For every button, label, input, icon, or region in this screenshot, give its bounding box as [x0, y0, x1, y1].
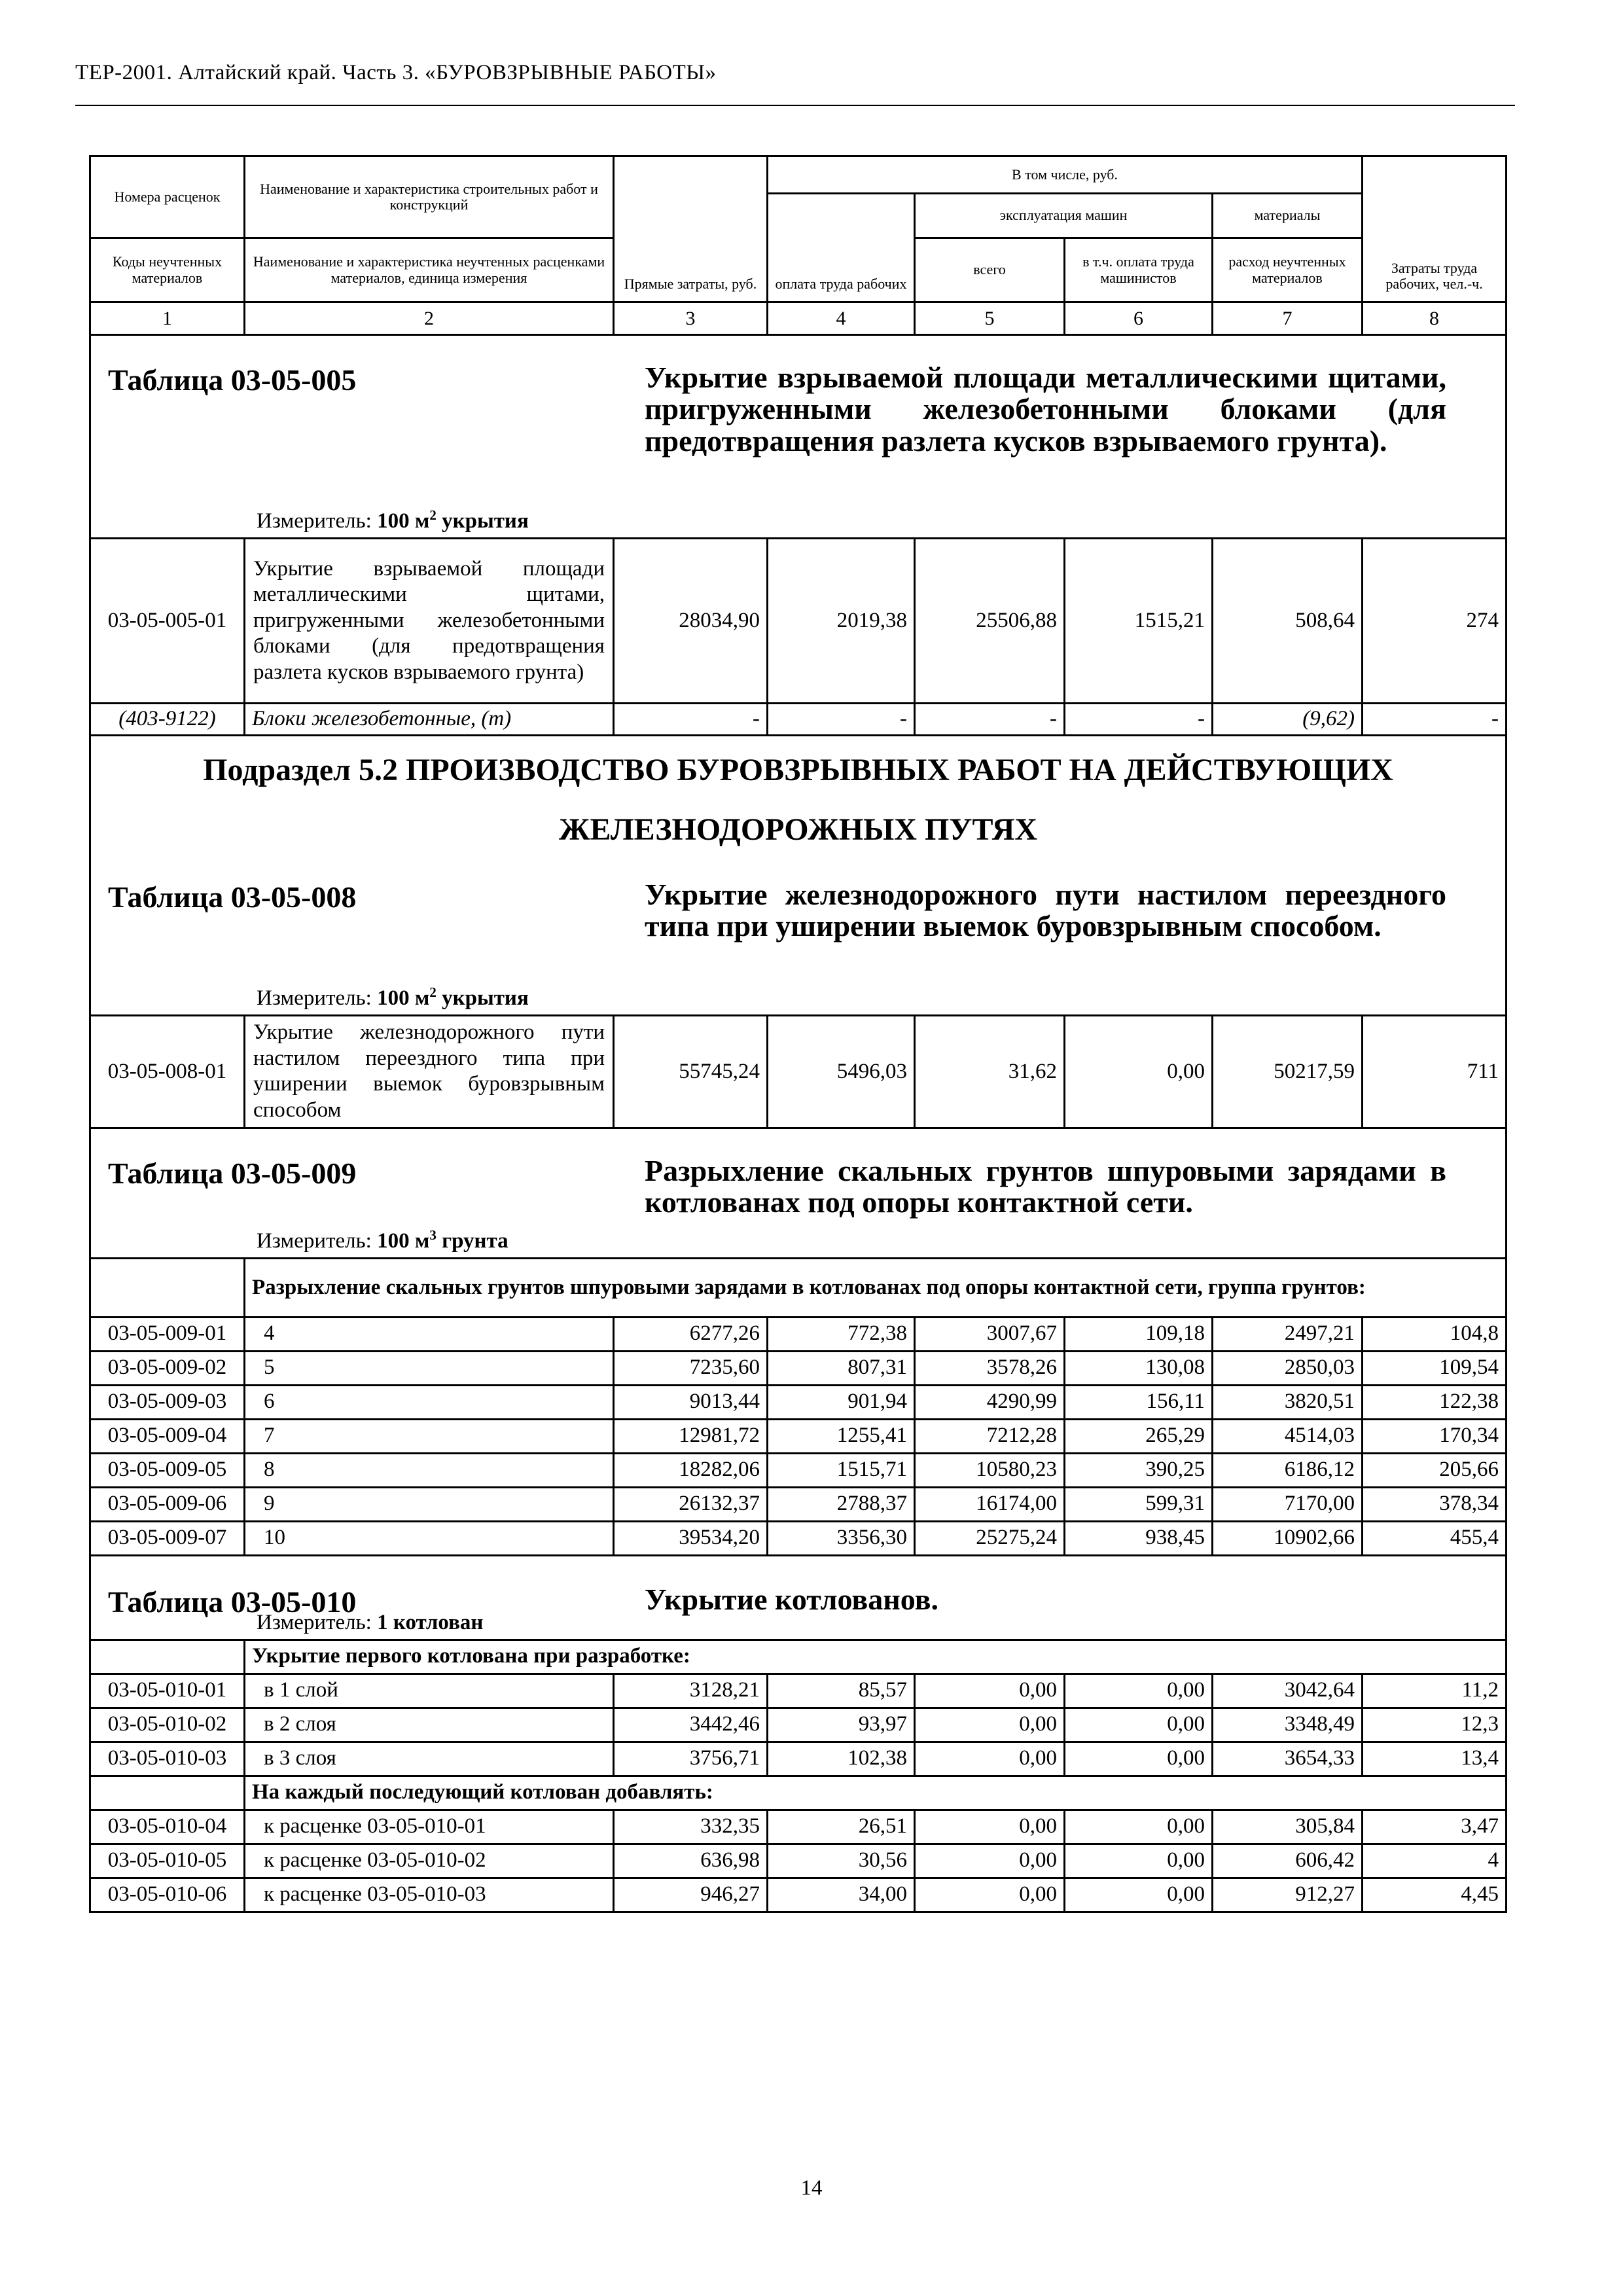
material-row — [90, 704, 1507, 736]
rate-name: 6 — [245, 1385, 614, 1419]
cell-value: 1515,71 — [768, 1453, 915, 1487]
group-row — [90, 1640, 1507, 1674]
cell-value: 85,57 — [768, 1674, 915, 1708]
cell-value: 31,62 — [915, 1015, 1065, 1128]
cell-value: 30,56 — [768, 1844, 915, 1878]
column-number: 5 — [915, 302, 1065, 335]
cell-value: 0,00 — [1065, 1742, 1213, 1776]
rate-code: 03-05-009-01 — [90, 1317, 245, 1351]
table-row — [90, 1487, 1507, 1521]
cell-value: 332,35 — [614, 1810, 768, 1844]
table-010-title-row — [90, 1555, 1507, 1606]
cell-value: 7170,00 — [1213, 1487, 1363, 1521]
column-number: 8 — [1363, 302, 1507, 335]
table-row — [90, 1742, 1507, 1776]
rate-name: в 1 слой — [245, 1674, 614, 1708]
table-010-rows-2 — [90, 1810, 1507, 1912]
cell-value: 7212,28 — [915, 1419, 1065, 1453]
table-008-measure-row — [90, 980, 1507, 1016]
rate-code: 03-05-010-06 — [90, 1878, 245, 1912]
cell-value: 2788,37 — [768, 1487, 915, 1521]
column-number: 1 — [90, 302, 245, 335]
table-005-measure-row — [90, 498, 1507, 539]
cell-value: 0,00 — [915, 1810, 1065, 1844]
cell-value: 122,38 — [1363, 1385, 1507, 1419]
cell-value: 0,00 — [1065, 1674, 1213, 1708]
rate-name: 10 — [245, 1521, 614, 1555]
cell-value: 3356,30 — [768, 1521, 915, 1555]
table-row — [90, 1317, 1507, 1351]
col-head-direct: Прямые затраты, руб. — [614, 156, 768, 302]
cell-value: - — [1363, 704, 1507, 736]
cell-value: 34,00 — [768, 1878, 915, 1912]
group-row — [90, 1776, 1507, 1810]
cell-value: 0,00 — [1065, 1708, 1213, 1742]
cell-value: 16174,00 — [915, 1487, 1065, 1521]
cell-value: 711 — [1363, 1015, 1507, 1128]
table-row — [90, 1419, 1507, 1453]
table-row — [90, 1810, 1507, 1844]
col-head-machines: эксплуатация машин — [915, 194, 1213, 238]
cell-value: 3820,51 — [1213, 1385, 1363, 1419]
rate-name: 9 — [245, 1487, 614, 1521]
subsection-row — [90, 735, 1507, 980]
col-head-labor: оплата труда рабочих — [768, 194, 915, 302]
col-head-labor-cost: Затраты труда рабочих, чел.-ч. — [1363, 156, 1507, 302]
table-010-group-1-label: Укрытие первого котлована при разработке: — [245, 1640, 1507, 1674]
rate-name: в 2 слоя — [245, 1708, 614, 1742]
cell-value: 13,4 — [1363, 1742, 1507, 1776]
running-header: ТЕР-2001. Алтайский край. Часть 3. «БУРОВЗРЫВНЫЕ РАБОТЫ» — [75, 61, 717, 84]
group-row — [90, 1258, 1507, 1317]
rate-code: 03-05-010-05 — [90, 1844, 245, 1878]
cell-value: 3007,67 — [915, 1317, 1065, 1351]
col-head-code-top: Номера расценок — [90, 156, 245, 238]
page-number: 14 — [800, 2176, 823, 2200]
cell-value: 6186,12 — [1213, 1453, 1363, 1487]
cell-value: 390,25 — [1065, 1453, 1213, 1487]
cell-value: 0,00 — [915, 1708, 1065, 1742]
cell-value: 3348,49 — [1213, 1708, 1363, 1742]
column-number: 2 — [245, 302, 614, 335]
rate-name: к расценке 03-05-010-03 — [245, 1878, 614, 1912]
cell-value: 3578,26 — [915, 1351, 1065, 1385]
cell-value: 170,34 — [1363, 1419, 1507, 1453]
header-rule — [75, 105, 1515, 106]
column-numbers-row — [90, 302, 1507, 335]
rate-code: 03-05-009-07 — [90, 1521, 245, 1555]
cell-value: - — [915, 704, 1065, 736]
table-row — [90, 1351, 1507, 1385]
cell-value: 4290,99 — [915, 1385, 1065, 1419]
cell-value: 55745,24 — [614, 1015, 768, 1128]
cell-value: 938,45 — [1065, 1521, 1213, 1555]
rate-code: 03-05-010-01 — [90, 1674, 245, 1708]
cell-value: 1515,21 — [1065, 539, 1213, 704]
cell-value: - — [1065, 704, 1213, 736]
cell-value: 26,51 — [768, 1810, 915, 1844]
cell-value: 5496,03 — [768, 1015, 915, 1128]
cell-value: 12,3 — [1363, 1708, 1507, 1742]
rate-name: 4 — [245, 1317, 614, 1351]
cell-value: 4,45 — [1363, 1878, 1507, 1912]
cell-value: 599,31 — [1065, 1487, 1213, 1521]
cell-value: 1255,41 — [768, 1419, 915, 1453]
cell-value: 12981,72 — [614, 1419, 768, 1453]
subsection-title-line-2: ЖЕЛЕЗНОДОРОЖНЫХ ПУТЯХ — [558, 812, 1038, 847]
col-head-name-bottom: Наименование и характеристика неучтенных расценками материалов, единица измерения — [245, 238, 614, 302]
table-row — [90, 1878, 1507, 1912]
cell-value: 3128,21 — [614, 1674, 768, 1708]
rate-code: 03-05-009-04 — [90, 1419, 245, 1453]
table-010-description: Укрытие котлованов. — [645, 1582, 938, 1616]
rate-name: в 3 слоя — [245, 1742, 614, 1776]
cell-value: 6277,26 — [614, 1317, 768, 1351]
cell-value: 10902,66 — [1213, 1521, 1363, 1555]
table-005-measure: Измеритель: 100 $м^2$ укрытия — [257, 507, 529, 533]
cell-value: 4514,03 — [1213, 1419, 1363, 1453]
rate-code: 03-05-009-06 — [90, 1487, 245, 1521]
cell-value: 0,00 — [915, 1844, 1065, 1878]
cell-value: 0,00 — [915, 1878, 1065, 1912]
cell-value: - — [768, 704, 915, 736]
table-row — [90, 1674, 1507, 1708]
rate-name: Укрытие железнодорожного пути настилом переездного типа при уширении выемок буровзрывным способом — [245, 1015, 614, 1128]
cell-value: 10580,23 — [915, 1453, 1065, 1487]
cell-value: 901,94 — [768, 1385, 915, 1419]
cell-value: 11,2 — [1363, 1674, 1507, 1708]
cell-value: 205,66 — [1363, 1453, 1507, 1487]
rate-code: 03-05-009-05 — [90, 1453, 245, 1487]
cell-value: 606,42 — [1213, 1844, 1363, 1878]
rate-name: к расценке 03-05-010-02 — [245, 1844, 614, 1878]
cell-value: 455,4 — [1363, 1521, 1507, 1555]
col-head-machines-drivers: в т.ч. оплата труда машинистов — [1065, 238, 1213, 302]
col-head-materials-unaccounted: расход неучтенных материалов — [1213, 238, 1363, 302]
cell-value: 156,11 — [1065, 1385, 1213, 1419]
col-head-code-bottom: Коды неучтенных материалов — [90, 238, 245, 302]
cell-value: 3042,64 — [1213, 1674, 1363, 1708]
cell-value: 39534,20 — [614, 1521, 768, 1555]
cell-value: (9,62) — [1213, 704, 1363, 736]
cell-value: 946,27 — [614, 1878, 768, 1912]
rate-name: 8 — [245, 1453, 614, 1487]
cell-value: 912,27 — [1213, 1878, 1363, 1912]
table-010-measure: Измеритель: 1 котлован — [257, 1610, 484, 1634]
cell-value: 0,00 — [915, 1674, 1065, 1708]
rate-name: 7 — [245, 1419, 614, 1453]
cell-value: 3,47 — [1363, 1810, 1507, 1844]
table-009-title-row — [90, 1128, 1507, 1227]
table-008-description: Укрытие железнодорожного пути настилом переездного типа при уширении выемок буровзрывным способом. — [645, 877, 1446, 943]
rate-code: 03-05-010-02 — [90, 1708, 245, 1742]
table-010-group-2-label: На каждый последующий котлован добавлять: — [245, 1776, 1507, 1810]
cell-value: 25506,88 — [915, 539, 1065, 704]
rate-name: к расценке 03-05-010-01 — [245, 1810, 614, 1844]
rate-code: 03-05-009-02 — [90, 1351, 245, 1385]
table-row — [90, 1385, 1507, 1419]
column-number: 7 — [1213, 302, 1363, 335]
col-head-materials: материалы — [1213, 194, 1363, 238]
cell-value: 3756,71 — [614, 1742, 768, 1776]
subsection-title-line-1: Подраздел 5.2 ПРОИЗВОДСТВО БУРОВЗРЫВНЫХ РАБОТ НА ДЕЙСТВУЮЩИХ — [203, 752, 1393, 787]
table-009-measure-row — [90, 1227, 1507, 1258]
table-010-rows-1 — [90, 1674, 1507, 1776]
cell-value: 0,00 — [1065, 1878, 1213, 1912]
cell-value: 508,64 — [1213, 539, 1363, 704]
table-010-title: Таблица 03-05-010 — [108, 1585, 357, 1619]
table-row — [90, 1015, 1507, 1128]
column-number: 3 — [614, 302, 768, 335]
rate-code: 03-05-009-03 — [90, 1385, 245, 1419]
table-row — [90, 1844, 1507, 1878]
table-005-description: Укрытие взрываемой площади металлическими щитами, пригруженными железобетонными блоками (для предотвращения разлета кусков взрываемого грунта). — [645, 361, 1446, 457]
cell-value: 25275,24 — [915, 1521, 1065, 1555]
cell-value: 109,54 — [1363, 1351, 1507, 1385]
rate-code: 03-05-010-04 — [90, 1810, 245, 1844]
rate-code: 03-05-005-01 — [90, 539, 245, 704]
table-row — [90, 1453, 1507, 1487]
cell-value: 104,8 — [1363, 1317, 1507, 1351]
cell-value: 0,00 — [1065, 1844, 1213, 1878]
cell-value: 0,00 — [1065, 1015, 1213, 1128]
cell-value: 3654,33 — [1213, 1742, 1363, 1776]
cell-value: 3442,46 — [614, 1708, 768, 1742]
cell-value: 18282,06 — [614, 1453, 768, 1487]
cell-value: - — [614, 704, 768, 736]
table-009-group-label: Разрыхление скальных грунтов шпуровыми зарядами в котлованах под опоры контактной сети, группа грунтов: — [245, 1258, 1507, 1317]
cell-value: 2497,21 — [1213, 1317, 1363, 1351]
cell-value: 2850,03 — [1213, 1351, 1363, 1385]
cell-value: 109,18 — [1065, 1317, 1213, 1351]
rate-code: 03-05-010-03 — [90, 1742, 245, 1776]
material-code: (403-9122) — [90, 704, 245, 736]
cell-value: 4 — [1363, 1844, 1507, 1878]
cell-value: 305,84 — [1213, 1810, 1363, 1844]
cell-value: 2019,38 — [768, 539, 915, 704]
col-head-machines-total: всего — [915, 238, 1065, 302]
cell-value: 26132,37 — [614, 1487, 768, 1521]
cell-value: 274 — [1363, 539, 1507, 704]
table-009-rows — [90, 1317, 1507, 1555]
table-row — [90, 1708, 1507, 1742]
cell-value: 265,29 — [1065, 1419, 1213, 1453]
rate-code: 03-05-008-01 — [90, 1015, 245, 1128]
material-name: Блоки железобетонные, (т) — [245, 704, 614, 736]
cell-value: 93,97 — [768, 1708, 915, 1742]
table-005-title: Таблица 03-05-005 — [108, 363, 357, 397]
table-009-title: Таблица 03-05-009 — [108, 1156, 357, 1190]
cell-value: 102,38 — [768, 1742, 915, 1776]
price-table — [89, 155, 1507, 1913]
column-number: 4 — [768, 302, 915, 335]
table-008-measure: Измеритель: 100 $м^2$ укрытия — [257, 984, 529, 1011]
table-row — [90, 1521, 1507, 1555]
table-005-title-row — [90, 335, 1507, 499]
cell-value: 0,00 — [1065, 1810, 1213, 1844]
rate-name: 5 — [245, 1351, 614, 1385]
cell-value: 772,38 — [768, 1317, 915, 1351]
column-number: 6 — [1065, 302, 1213, 335]
table-row — [90, 539, 1507, 704]
col-head-incl: В том числе, руб. — [768, 156, 1363, 194]
table-008-title: Таблица 03-05-008 — [108, 880, 357, 914]
cell-value: 807,31 — [768, 1351, 915, 1385]
table-009-measure: Измеритель: 100 $м^3$ грунта — [257, 1227, 508, 1253]
rate-name: Укрытие взрываемой площади металлическими щитами, пригруженными железобетонными блоками (для предотвращения разлета кусков взрываемого грунта) — [245, 539, 614, 704]
cell-value: 7235,60 — [614, 1351, 768, 1385]
cell-value: 9013,44 — [614, 1385, 768, 1419]
cell-value: 636,98 — [614, 1844, 768, 1878]
col-head-name-top: Наименование и характеристика строительных работ и конструкций — [245, 156, 614, 238]
cell-value: 28034,90 — [614, 539, 768, 704]
table-009-description: Разрыхление скальных грунтов шпуровыми зарядами в котлованах под опоры контактной сети. — [645, 1153, 1446, 1219]
cell-value: 0,00 — [915, 1742, 1065, 1776]
cell-value: 50217,59 — [1213, 1015, 1363, 1128]
cell-value: 130,08 — [1065, 1351, 1213, 1385]
cell-value: 378,34 — [1363, 1487, 1507, 1521]
